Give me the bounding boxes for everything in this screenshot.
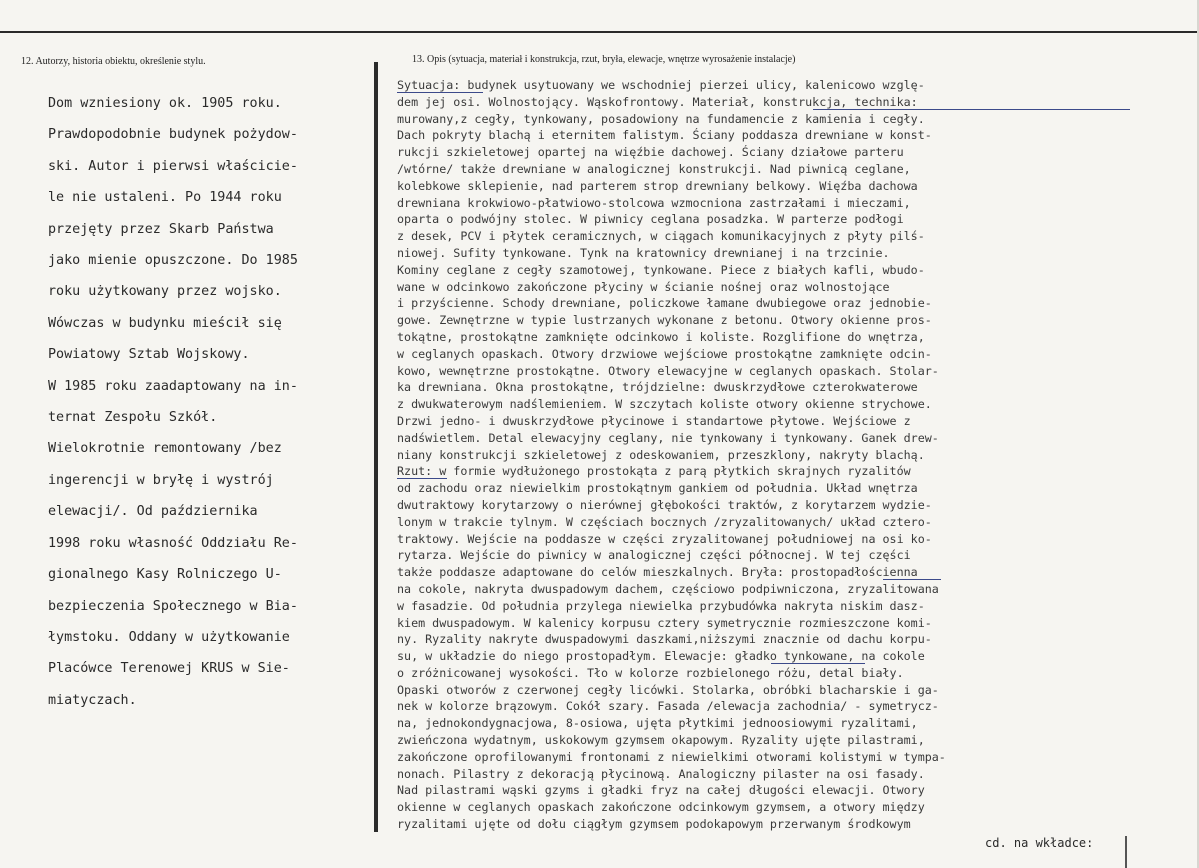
top-rule: [0, 31, 1199, 33]
section-12-label: 12. Autorzy, historia obiektu, określenie stylu.: [21, 56, 206, 67]
column-divider: [374, 62, 378, 832]
underline-sytuacja: [397, 92, 483, 93]
underline-rzut: [397, 478, 447, 479]
history-text: Dom wzniesiony ok. 1905 roku. Prawdopodobnie budynek pożydow- ski. Autor i pierwsi właścicie- le nie ustaleni. Po 1944 roku przejęty przez Skarb Państwa jako mienie opuszczone. Do 1985 roku użytkowany przez wojsko. Wówczas w budynku mieścił się Powiatowy Sztab Wojskowy. W 1985 roku zaadaptowany na in- ternat Zespołu Szkół. Wielokrotnie remontowany /bez ingerencji w bryłę i wystrój elewacji/. Od października 1998 roku własność Oddziału Re- gionalnego Kasy Rolniczego U- bezpieczenia Społecznego w Bia- łymstoku. Oddany w użytkowanie Placówce Terenowej KRUS w Sie- miatyczach.: [48, 96, 298, 708]
description-text: Sytuacja: budynek usytuowany we wschodniej pierzei ulicy, kalenicowo wzglę- dem jej osi. Wolnostojący. Wąskofrontowy. Materiał, konstrukcja, technika: murowany,z cegły, tynkowany, posadowiony na fundamencie z kamienia i cegły. Dach pokryty blachą i eternitem falistym. Ściany poddasza drewniane w konst- rukcji szkieletowej opartej na więźbie dachowej. Ściany działowe parteru /wtórne/ także drewniane w analogicznej konstrukcji. Nad piwnicą ceglane, kolebkowe sklepienie, nad parterem strop drewniany belkowy. Więźba dachowa drewniana krokwiowo-płatwiowo-stolcowa wzmocniona zastrzałami i mieczami, oparta o podwójny stolec. W piwnicy ceglana posadzka. W parterze podłogi z desek, PCV i płytek ceramicznych, w ciągach komunikacyjnych z płyty pilś- niowej. Sufity tynkowane. Tynk na kratownicy drewnianej i na trzcinie. Kominy ceglane z cegły szamotowej, tynkowane. Piece z białych kafli, wbudo- wane w odcinkowo zakończone płyciny w ścianie nośnej oraz wolnostojące i przyścienne. Schody drewniane, policzkowe łamane dwubiegowe oraz jednobie- gowe. Zewnętrzne w typie lustrzanych wykonane z betonu. Otwory okienne pros- tokątne, prostokątne zamknięte odcinkowo i koliste. Rozglifione do wnętrza, w ceglanych opaskach. Otwory drzwiowe wejściowe prostokątne zamknięte odcin- kowo, wewnętrzne prostokątne. Otwory elewacyjne w ceglanych opaskach. Stolar- ka drewniana. Okna prostokątne, trójdzielne: dwuskrzydłowe czterokwaterowe z dwukwaterowym nadślemieniem. W szczytach koliste otwory okienne strychowe. Drzwi jedno- i dwuskrzydłowe płycinowe i standartowe płytowe. Wejściowe z nadświetlem. Detal elewacyjny ceglany, nie tynkowany i tynkowany. Ganek drew- niany konstrukcji szkieletowej z odeskowaniem, przeszklony, nakryty blachą. Rzut: w formie wydłużonego prostokąta z parą płytkich skrajnych ryzalitów od zachodu oraz niewielkim prostokątnym gankiem od południa. Układ wnętrza dwutraktowy korytarzowy o nierównej głębokości traktów, z korytarzem wydzie- lonym w trakcie tylnym. W częściach bocznych /zryzalitowanych/ układ cztero- traktowy. Wejście na poddasze w części zryzalitowanej południowej na osi ko- rytarza. Wejście do piwnicy w analogicznej części północnej. W tej części także poddasze adaptowane do celów mieszkalnych. Bryła: prostopadłościenna na cokole, nakryta dwuspadowym dachem, częściowo podpiwniczona, zryzalitowana w fasadzie. Od południa przylega niewielka przybudówka nakryta niskim dasz- kiem dwuspadowym. W kalenicy korpusu cztery symetrycznie rozmieszczone komi- ny. Ryzality nakryte dwuspadowymi daszkami,niższymi znacznie od dachu korpu- su, w układzie do niego prostopadłym. Elewacje: gładko tynkowane, na cokole o zróżnicowanej wysokości. Tło w kolorze rozbielonego różu, detal biały. Opaski otworów z czerwonej cegły licówki. Stolarka, obróbki blacharskie i ga- nek w kolorze brązowym. Cokół szary. Fasada /elewacja zachodnia/ - symetrycz- na, jednokondygnacjowa, 8-osiowa, ujęta płytkimi jednoosiowymi ryzalitami, zwieńczona wydatnym, uskokowym gzymsem okapowym. Ryzality ujęte pilastrami, zakończone oprofilowanymi frontonami z niewielkimi otworami kolistymi w tympa- nonach. Pilastry z dekoracją płycinową. Analogiczny pilaster na osi fasady. Nad pilastrami wąski gzyms i gładki fryz na całej długości elewacji. Otwory okienne w ceglanych opaskach zakończone odcinkowym gzymsem, a otwory między ryzalitami ujęte od dołu ciągłym gzymsem podokapowym przerwanym środkowym: [397, 78, 946, 832]
underline-bryla: [883, 579, 941, 580]
continuation-note: cd. na wkładce:: [985, 836, 1094, 850]
underline-material: [813, 109, 1130, 110]
underline-elewacje: [771, 663, 865, 664]
section-13-label: 13. Opis (sytuacja, materiał i konstrukcja, rzut, bryła, elewacje, wnętrze wyrosażenie instalacje): [412, 54, 796, 65]
footer-rule: [1125, 836, 1127, 868]
